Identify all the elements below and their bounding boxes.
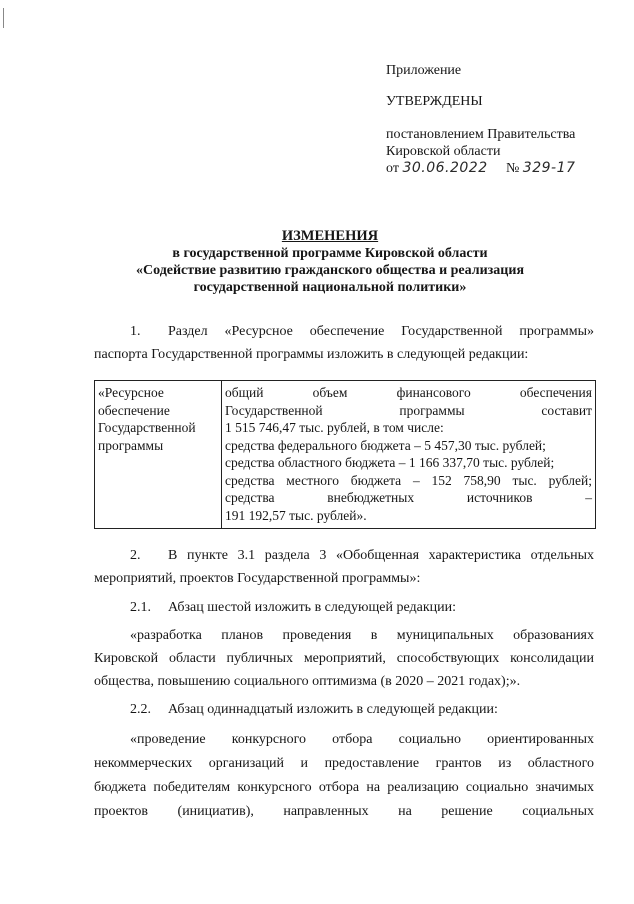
approval-block <box>386 62 626 177</box>
resource-table-right-cell <box>222 381 596 529</box>
item-2-1 <box>94 596 594 619</box>
quote-1-line-2: Кировской области публичных мероприятий, способствующих консолидации <box>94 651 594 666</box>
left-line: «Ресурсное <box>98 385 164 400</box>
item-2-1-text: Абзац шестой изложить в следующей редакции: <box>168 600 457 615</box>
quote-2-line-4: проектов (инициатив), направленных на решение социальных <box>94 804 594 819</box>
quote-1-line-3: общества, повышению социального оптимизма (в 2020 – 2021 годах);». <box>94 674 521 689</box>
handwritten-date: 30.06.2022 <box>402 160 488 176</box>
left-line: обеспечение <box>98 402 170 418</box>
right-line: общий объем финансового обеспечения <box>225 385 592 400</box>
quote-2-line-1: «проведение конкурсного отбора социально ориентированных <box>130 732 594 747</box>
quote-2-line-2: некоммерческих организаций и предоставление грантов из областного <box>94 756 594 771</box>
resource-table <box>94 380 596 529</box>
right-line: средства федерального бюджета – 5 457,30 тыс. рублей; <box>225 437 546 453</box>
quote-1-line-1: «разработка планов проведения в муниципальных образованиях <box>130 628 594 643</box>
item-2-2-text: Абзац одиннадцатый изложить в следующей редакции: <box>168 702 498 717</box>
number-prefix: № <box>505 161 520 176</box>
scan-edge-mark <box>3 8 4 28</box>
item-2 <box>94 544 594 590</box>
item-2-text-1: В пункте 3.1 раздела 3 «Обобщенная характеристика отдельных <box>168 548 594 563</box>
item-2-1-number: 2.1. <box>130 600 151 615</box>
item-1-line-2: паспорта Государственной программы изложить в следующей редакции: <box>94 347 529 362</box>
left-line: Государственной <box>98 420 196 435</box>
right-line: Государственной программы составит <box>225 402 592 418</box>
item-2-number: 2. <box>130 548 141 563</box>
resource-table-left-cell <box>95 381 222 529</box>
approved-label: УТВЕРЖДЕНЫ <box>386 94 483 109</box>
document-title <box>80 228 580 296</box>
right-line: средства областного бюджета – 1 166 337,70 тыс. рублей; <box>225 455 555 470</box>
title-line-1: в государственной программе Кировской области <box>172 246 488 261</box>
item-2-2-line <box>94 698 594 721</box>
resource-table-row <box>95 381 596 529</box>
quote-2 <box>94 728 594 824</box>
item-2-line-2: мероприятий, проектов Государственной программы»: <box>94 571 421 586</box>
item-1-number: 1. <box>130 324 141 339</box>
right-line: средства местного бюджета – 152 758,90 тыс. рублей; <box>225 472 592 488</box>
handwritten-number: 329-17 <box>522 160 576 176</box>
right-line: средства внебюджетных источников – <box>225 490 592 505</box>
item-2-line-1 <box>94 544 594 567</box>
right-line: 191 192,57 тыс. рублей». <box>225 507 367 523</box>
decree-line-2: Кировской области <box>386 144 501 159</box>
item-2-2-number: 2.2. <box>130 702 151 717</box>
date-prefix: от <box>386 161 399 176</box>
title-line-2: «Содействие развитию гражданского общества и реализация <box>135 263 525 278</box>
left-line: программы <box>98 437 164 453</box>
title-main: ИЗМЕНЕНИЯ <box>281 228 379 244</box>
item-1 <box>94 320 594 366</box>
decree-date-number <box>386 160 626 177</box>
item-1-text-1: Раздел «Ресурсное обеспечение Государственной программы» <box>168 324 594 339</box>
decree-line-1: постановлением Правительства <box>386 127 576 142</box>
quote-1 <box>94 624 594 693</box>
title-line-3: государственной национальной политики» <box>193 280 467 295</box>
item-2-2 <box>94 698 594 721</box>
attachment-label: Приложение <box>386 63 462 78</box>
right-line: 1 515 746,47 тыс. рублей, в том числе: <box>225 420 444 435</box>
item-1-line-1 <box>94 320 594 343</box>
item-2-1-line <box>94 596 594 619</box>
quote-2-line-3: бюджета победителям конкурсного отбора на реализацию социально значимых <box>94 780 594 795</box>
